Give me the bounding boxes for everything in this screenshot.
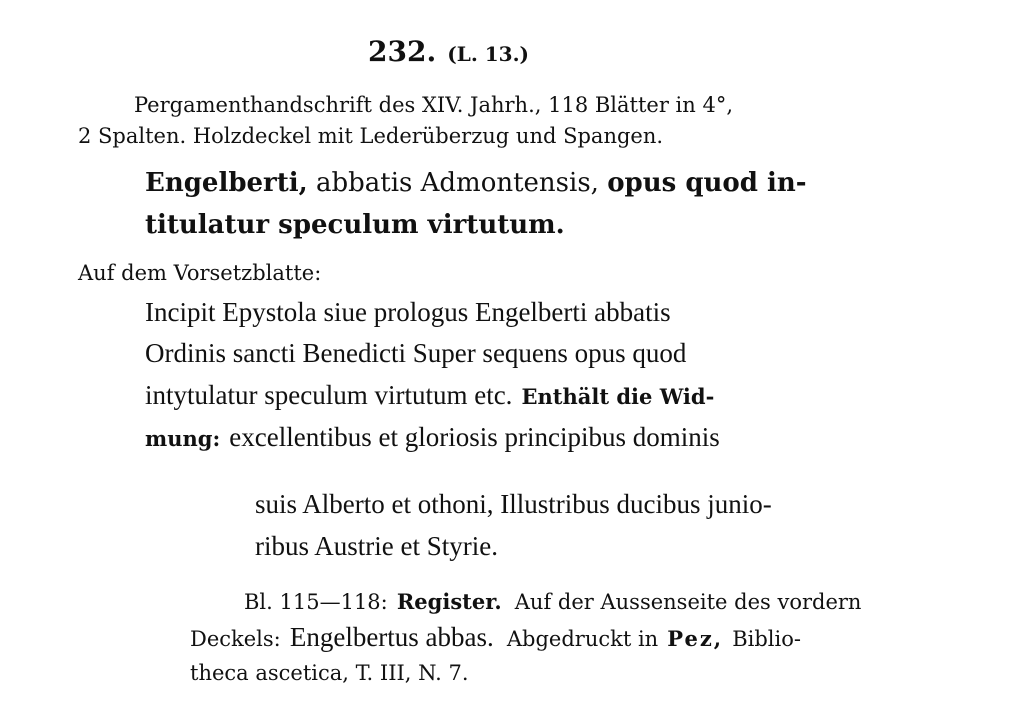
dedication-quote-line-3: ribus Austrie et Styrie. [255, 531, 498, 561]
register-folio-ref: Bl. 115—118: [244, 590, 388, 614]
flyleaf-quote-line-1: Incipit Epystola siue prologus Engelberti abbatis [145, 297, 671, 327]
dedication-note-start: Enthält die Wid- [521, 384, 715, 409]
description-line-1: Pergamenthandschrift des XIV. Jahrh., 118 Blätter in 4°, [134, 93, 734, 117]
register-line-1 [244, 591, 861, 613]
register-line-2 [190, 624, 801, 651]
work-title-line-2: titulatur speculum virtutum. [145, 210, 565, 240]
edition-title-start: Biblio- [732, 627, 801, 651]
flyleaf-line-3 [145, 382, 714, 409]
entry-header [368, 35, 530, 68]
register-line-3: theca ascetica, T. III, N. 7. [190, 661, 469, 685]
cover-label: Deckels: [190, 627, 281, 651]
entry-shelfmark: (L. 13.) [447, 42, 530, 66]
flyleaf-quote-line-2: Ordinis sancti Benedicti Super sequens opus quod [145, 338, 687, 368]
work-author-description: abbatis Admontensis, [315, 168, 599, 198]
flyleaf-quote-line-3: intytulatur speculum virtutum etc. [145, 380, 513, 410]
entry-number: 232. [368, 35, 437, 68]
flyleaf-line-4 [145, 424, 720, 451]
cover-note-start: Auf der Aussenseite des vordern [514, 590, 862, 614]
register-label: Register. [396, 589, 502, 614]
dedication-quote-start: excellentibus et gloriosis principibus dominis [229, 422, 720, 452]
dedication-note-end: mung: [145, 426, 221, 451]
cover-inscription: Engelbertus abbas. [289, 622, 494, 652]
work-title-start: opus quod in- [607, 168, 807, 198]
work-author: Engelberti, [145, 168, 308, 198]
work-title-line-1 [145, 170, 807, 196]
edition-note: Abgedruckt in [506, 627, 659, 651]
description-line-2: 2 Spalten. Holzdeckel mit Lederüberzug und Spangen. [78, 124, 664, 148]
editor-name: Pez, [667, 626, 724, 651]
flyleaf-label: Auf dem Vorsetzblatte: [78, 261, 322, 285]
dedication-quote-line-2: suis Alberto et othoni, Illustribus ducibus junio- [255, 489, 772, 519]
